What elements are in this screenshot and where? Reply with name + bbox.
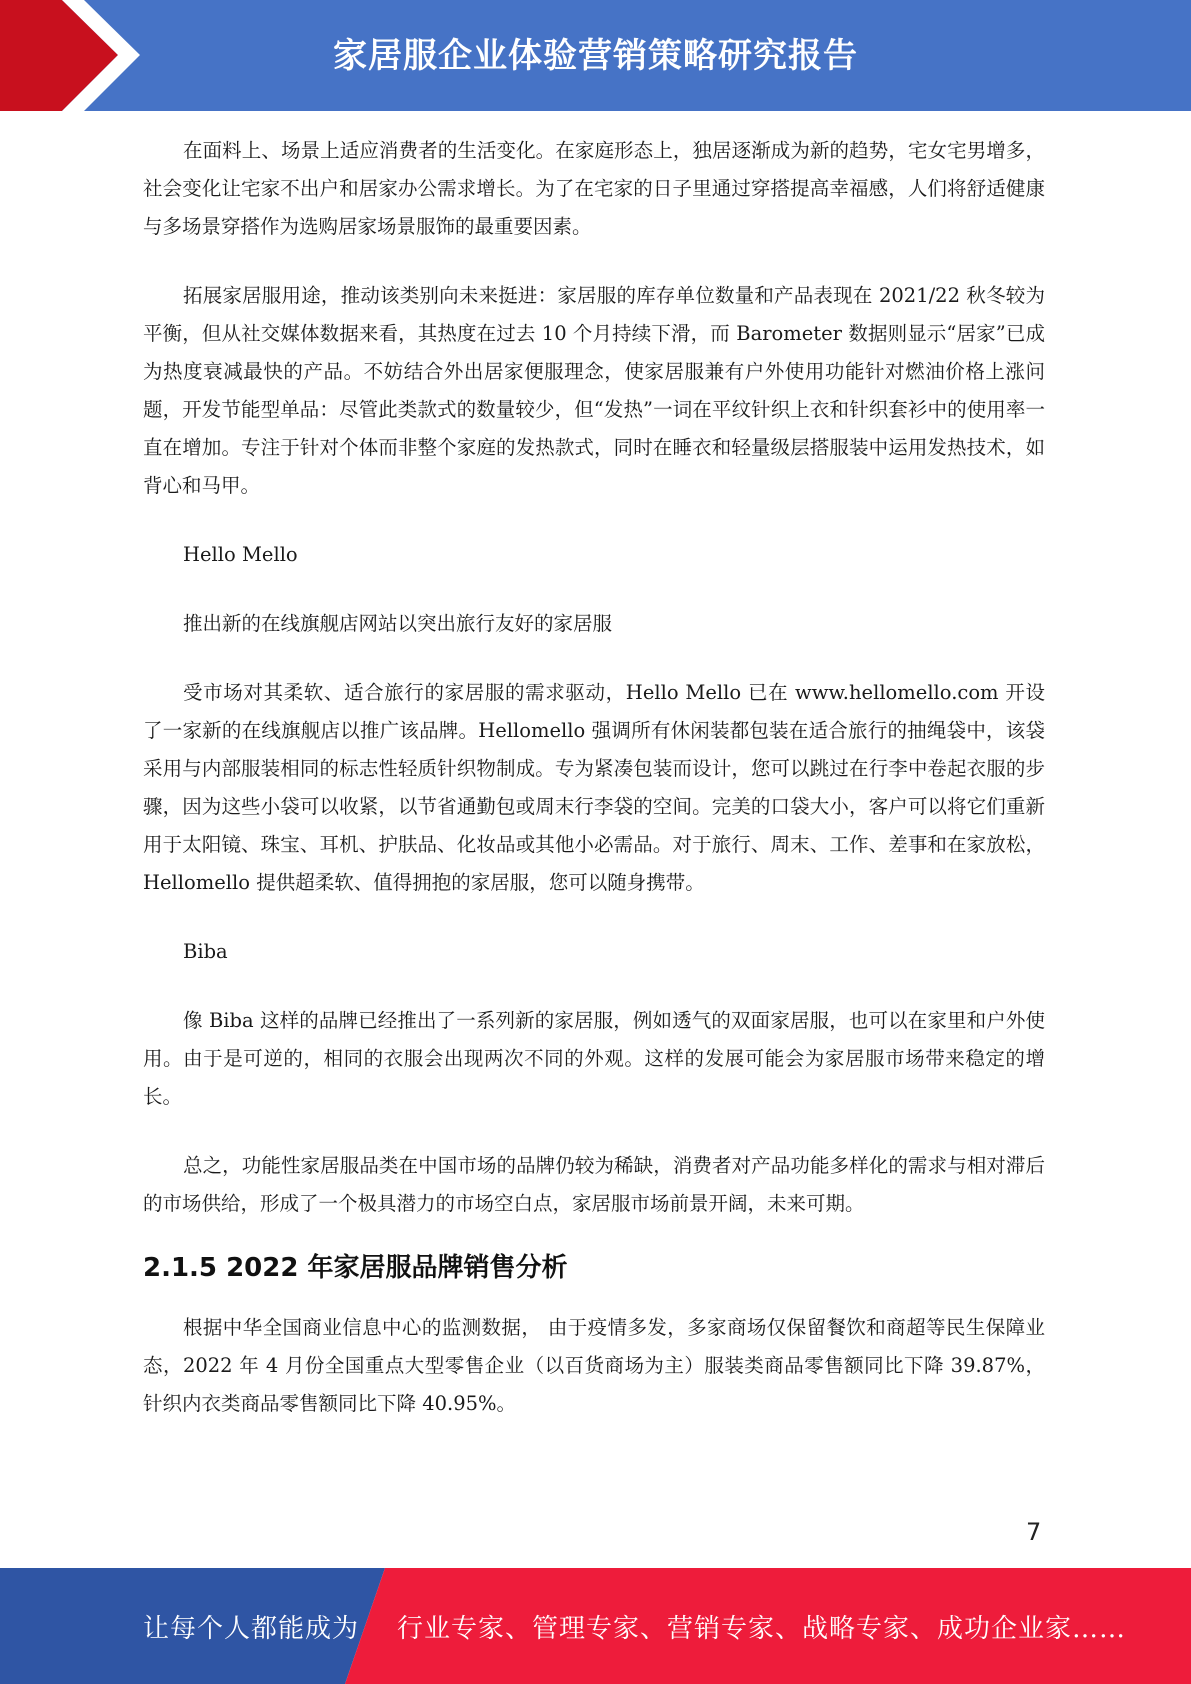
brand-name-hello-mello: Hello Mello <box>183 543 298 566</box>
paragraph-biba-detail: 像 Biba 这样的品牌已经推出了一系列新的家居服，例如透气的双面家居服，也可以在家里和户外使用。由于是可逆的，相同的衣服会出现两次不同的外观。这样的发展可能会为家居服市场带来稳定的增长。 <box>143 1009 1045 1108</box>
paragraph-expand-usage: 拓展家居服用途，推动该类别向未来挺进：家居服的库存单位数量和产品表现在 2021/22 秋冬较为平衡，但从社交媒体数据来看，其热度在过去 10 个月持续下滑，而 Barometer 数据则显示“居家”已成为热度衰减最快的产品。不妨结合外出居家便服理念，使家居服兼有户外使用功能针对燃油价格上涨问题，开发节能型单品：尽管此类款式的数量较少，但“发热”一词在平纹针织上衣和针织套衫中的使用率一直在增加。专注于针对个体而非整个家庭的发热款式，同时在睡衣和轻量级层搭服装中运用发热技术，如背心和马甲。 <box>143 284 1045 497</box>
report-title: 家居服企业体验营销策略研究报告 <box>333 36 858 76</box>
brand-name-biba: Biba <box>183 940 228 963</box>
section-heading: 2.1.5 2022 年家居服品牌销售分析 <box>143 1253 568 1283</box>
page-header <box>0 0 1191 111</box>
page-number: 7 <box>1026 1518 1042 1546</box>
paragraph-summary: 总之，功能性家居服品类在中国市场的品牌仍较为稀缺，消费者对产品功能多样化的需求与相对滞后的市场供给，形成了一个极具潜力的市场空白点，家居服市场前景开阔，未来可期。 <box>143 1154 1045 1215</box>
footer-slogan-left: 让每个人都能成为 <box>143 1614 360 1644</box>
document-body <box>143 132 1045 1423</box>
paragraph-hello-mello-detail: 受市场对其柔软、适合旅行的家居服的需求驱动，Hello Mello 已在 www.hellomello.com 开设了一家新的在线旗舰店以推广该品牌。Hellomello 强调所有休闲装都包装在适合旅行的抽绳袋中，该袋采用与内部服装相同的标志性轻质针织物制成。专为紧凑包装而设计，您可以跳过在行李中卷起衣服的步骤，因为这些小袋可以收紧，以节省通勤包或周末行李袋的空间。完美的口袋大小，客户可以将它们重新用于太阳镜、珠宝、耳机、护肤品、化妆品或其他小必需品。对于旅行、周末、工作、差事和在家放松，Hellomello 提供超柔软、值得拥抱的家居服，您可以随身携带。 <box>143 681 1045 894</box>
footer-slogan-right: 行业专家、管理专家、营销专家、战略专家、成功企业家…… <box>397 1614 1127 1644</box>
paragraph-hello-mello-subtitle: 推出新的在线旗舰店网站以突出旅行友好的家居服 <box>183 612 613 635</box>
paragraph-lifestyle: 在面料上、场景上适应消费者的生活变化。在家庭形态上，独居逐渐成为新的趋势，宅女宅男增多，社会变化让宅家不出户和居家办公需求增长。为了在宅家的日子里通过穿搭提高幸福感，人们将舒适健康与多场景穿搭作为选购居家场景服饰的最重要因素。 <box>143 139 1045 238</box>
page-footer <box>0 1568 1191 1684</box>
paragraph-sales-analysis: 根据中华全国商业信息中心的监测数据， 由于疫情多发，多家商场仅保留餐饮和商超等民生保障业态，2022 年 4 月份全国重点大型零售企业（以百货商场为主）服装类商品零售额同比下降 39.87%，针织内衣类商品零售额同比下降 40.95%。 <box>143 1316 1045 1415</box>
